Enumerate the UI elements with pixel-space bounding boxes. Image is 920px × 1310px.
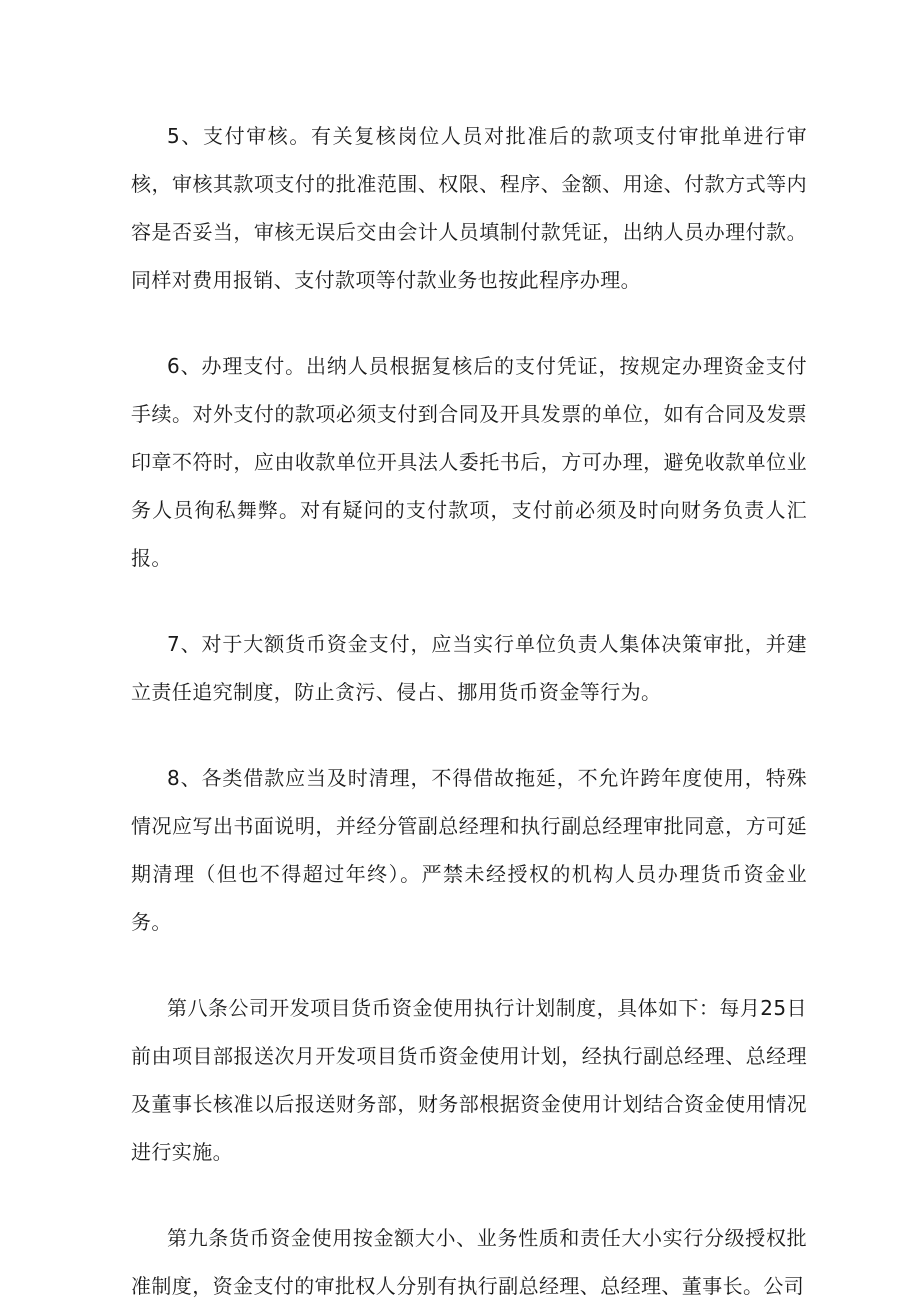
paragraph-loan-clearing: 8、各类借款应当及时清理，不得借故拖延，不允许跨年度使用，特殊情况应写出书面说明，并经分管副总经理和执行副总经理审批同意，方可延期清理（但也不得超过年终）。严禁未经授权的机构人员办理货币资金业务。 — [131, 766, 807, 934]
paragraph-payment-processing: 6、办理支付。出纳人员根据复核后的支付凭证，按规定办理资金支付手续。对外支付的款项必须支付到合同及开具发票的单位，如有合同及发票印章不符时，应由收款单位开具法人委托书后，方可办理，避免收款单位业务人员徇私舞弊。对有疑问的支付款项，支付前必须及时向财务负责人汇报。 — [131, 354, 807, 570]
document-body — [131, 112, 807, 1310]
paragraph-article-9: 第九条货币资金使用按金额大小、业务性质和责任大小实行分级授权批准制度，资金支付的审批权人分别有执行副总经理、总经理、董事长。公司 — [131, 1226, 807, 1298]
paragraph-payment-review: 5、支付审核。有关复核岗位人员对批准后的款项支付审批单进行审核，审核其款项支付的批准范围、权限、程序、金额、用途、付款方式等内容是否妥当，审核无误后交由会计人员填制付款凭证，出纳人员办理付款。同样对费用报销、支付款项等付款业务也按此程序办理。 — [131, 124, 807, 292]
paragraph-large-payment: 7、对于大额货币资金支付，应当实行单位负责人集体决策审批，并建立责任追究制度，防止贪污、侵占、挪用货币资金等行为。 — [131, 632, 807, 704]
paragraph-article-8: 第八条公司开发项目货币资金使用执行计划制度，具体如下：每月25日前由项目部报送次月开发项目货币资金使用计划，经执行副总经理、总经理及董事长核准以后报送财务部，财务部根据资金使用计划结合资金使用情况进行实施。 — [131, 996, 807, 1164]
